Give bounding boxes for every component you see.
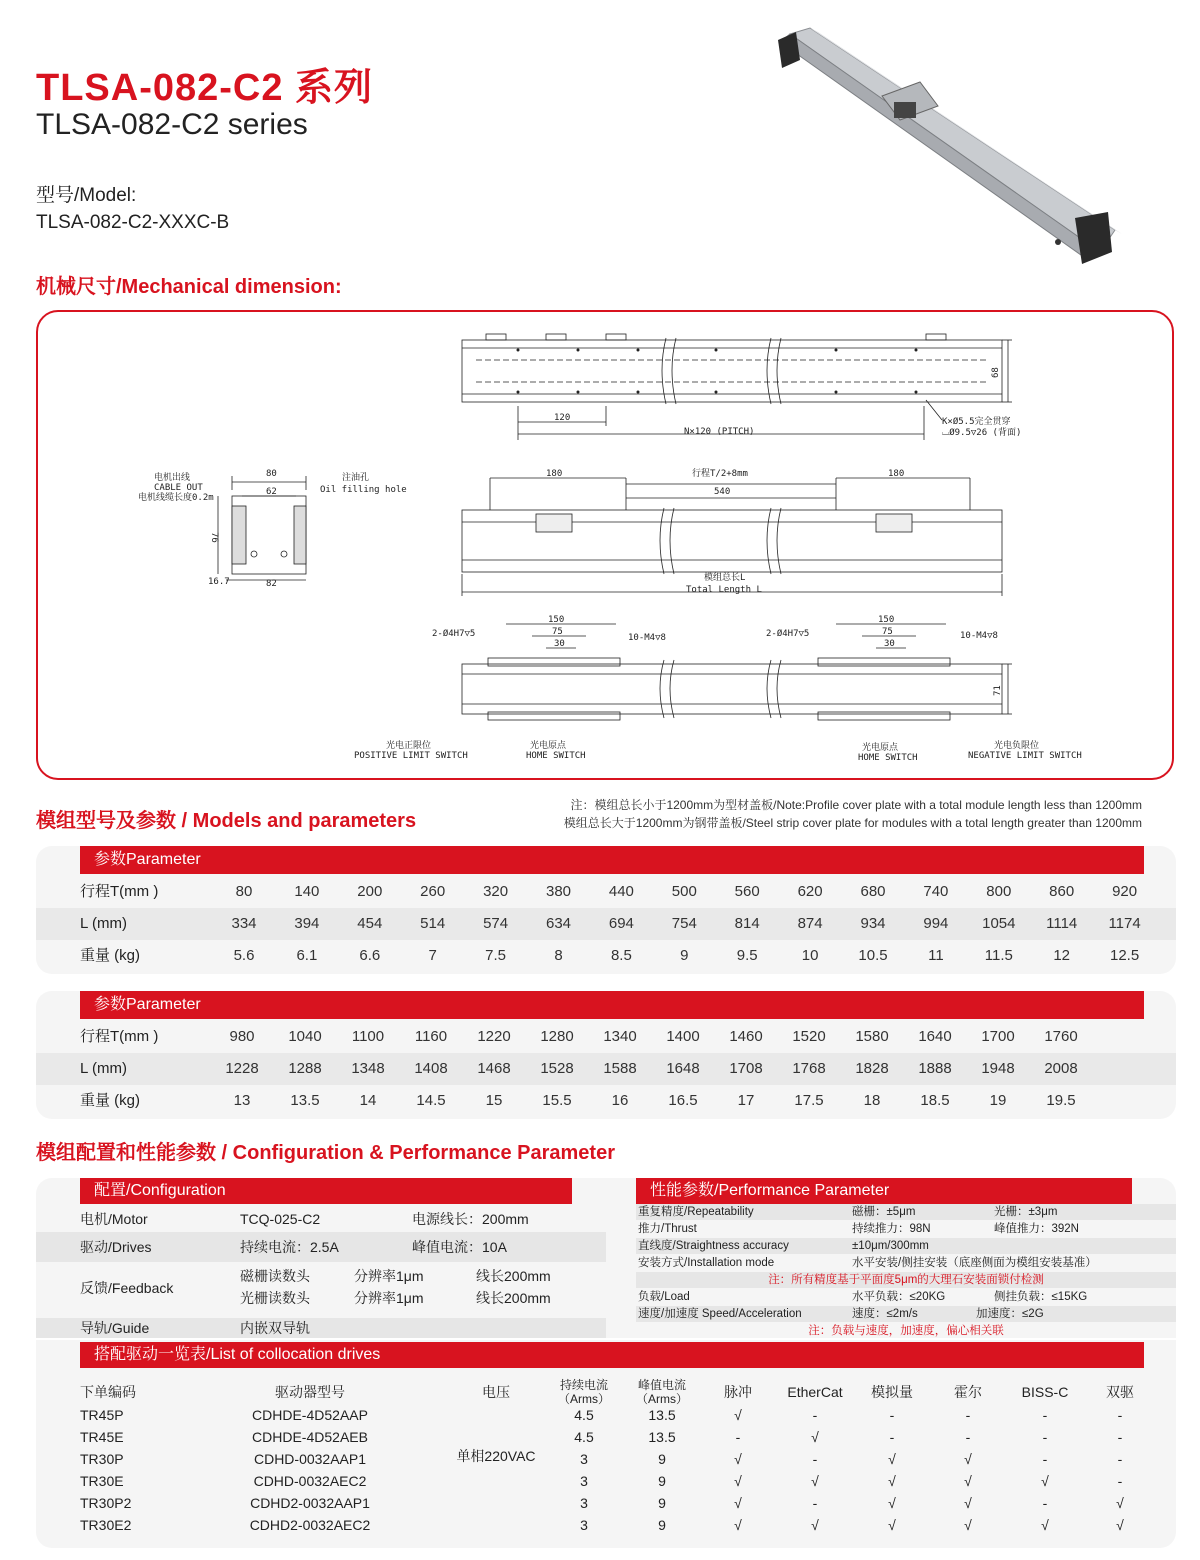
table-cell: 17 <box>737 1092 755 1109</box>
table-cell: 14.5 <box>416 1092 446 1109</box>
table-cell: 7.5 <box>485 947 507 964</box>
dim-80: 80 <box>266 469 277 479</box>
m4-spec-left: 10-M4▽8 <box>628 633 666 643</box>
total-length-cn: 模组总长L <box>704 573 746 583</box>
drive-analog: √ <box>888 1473 896 1489</box>
table-cell: 9.5 <box>736 947 758 964</box>
table-cell: 200 <box>357 883 383 900</box>
table-cell: 1288 <box>288 1060 322 1077</box>
dim-pitch: N×120 (PITCH) <box>684 427 755 437</box>
load-label: 负载/Load <box>638 1291 690 1303</box>
table-cell: 1160 <box>414 1028 448 1045</box>
table-row <box>36 1404 1176 1426</box>
dim-62: 62 <box>266 487 277 497</box>
total-length-en: Total Length L <box>686 585 762 595</box>
dim-82: 82 <box>266 579 277 589</box>
table-cell: 874 <box>797 915 823 932</box>
table-cell: 1588 <box>603 1060 637 1077</box>
dim-75-right: 75 <box>882 627 893 637</box>
dim-150-left: 150 <box>548 615 565 625</box>
fb1-res: 分辨率1μm <box>354 1268 424 1284</box>
table-cell: 15.5 <box>542 1092 572 1109</box>
rep-opt: 光栅：±3μm <box>994 1206 1058 1218</box>
table-row <box>36 1514 1176 1536</box>
table-cell: 1760 <box>1044 1028 1078 1045</box>
page-subtitle: TLSA-082-C2 series <box>36 108 308 141</box>
fb1-name: 磁栅读数头 <box>240 1268 310 1284</box>
table-cell: 1400 <box>666 1028 700 1045</box>
perf-row-install <box>636 1255 1176 1271</box>
pin-spec-right: 2-Ø4H7▽5 <box>766 629 810 639</box>
table-cell: 10 <box>801 947 819 964</box>
row-label: L (mm) <box>80 915 127 932</box>
drive-biss: - <box>1042 1429 1048 1445</box>
table-cell: 1340 <box>603 1028 637 1045</box>
dim-71: 71 <box>993 685 1003 696</box>
bottom-view <box>462 624 1012 720</box>
model-label: 型号/Model: <box>36 185 137 206</box>
home-switch-2-cn: 光电原点 <box>862 743 899 753</box>
perf-row-load <box>636 1289 1176 1305</box>
table-row <box>36 1470 1176 1492</box>
table-cell: 6.1 <box>296 947 318 964</box>
table-cell: 814 <box>734 915 760 932</box>
table-cell: 1114 <box>1046 915 1078 932</box>
drive-dual: - <box>1117 1451 1123 1467</box>
table-row <box>36 876 1176 908</box>
dim-180-left: 180 <box>546 469 563 479</box>
load-horizontal: 水平负载：≤20KG <box>852 1291 946 1303</box>
table-cell: 17.5 <box>794 1092 824 1109</box>
drive-peak: 9 <box>658 1451 666 1467</box>
positive-limit-en: POSITIVE LIMIT SWITCH <box>354 751 468 761</box>
drive-peak: 13.5 <box>648 1429 676 1445</box>
drive-dual: - <box>1117 1407 1123 1423</box>
drive-hall: √ <box>964 1517 972 1533</box>
drive-biss: - <box>1042 1407 1048 1423</box>
table-cell: 140 <box>294 883 320 900</box>
table-cell: 1520 <box>792 1028 826 1045</box>
drive-cont: 4.5 <box>574 1407 594 1423</box>
straight-label: 直线度/Straightness accuracy <box>638 1240 789 1252</box>
feedback-label: 反馈/Feedback <box>80 1280 174 1296</box>
dim-68: 68 <box>991 367 1001 378</box>
table-cell: 934 <box>860 915 886 932</box>
speed-label: 速度/加速度 Speed/Acceleration <box>638 1308 802 1320</box>
drive-hall: - <box>965 1429 971 1445</box>
table-cell: 500 <box>671 883 697 900</box>
rep-mag: 磁栅：±5μm <box>852 1206 916 1218</box>
table-cell: 7 <box>428 947 437 964</box>
drive-pulse: √ <box>734 1495 742 1511</box>
positive-limit-cn: 光电正限位 <box>386 741 432 751</box>
hdr-dual: 双驱 <box>1106 1384 1134 1400</box>
drive-peak: 9 <box>658 1517 666 1533</box>
drive-biss: √ <box>1041 1517 1049 1533</box>
drive-biss: - <box>1042 1451 1048 1467</box>
load-note: 注：负载与速度，加速度，偏心相关联 <box>808 1325 1004 1337</box>
table-cell: 16.5 <box>668 1092 698 1109</box>
table-cell: 9 <box>680 947 689 964</box>
table-cell: 560 <box>734 883 760 900</box>
table-cell: 1040 <box>288 1028 322 1045</box>
hdr-biss: BISS-C <box>1021 1384 1069 1400</box>
drive-model: CDHDE-4D52AEB <box>252 1429 368 1445</box>
table-cell: 514 <box>420 915 446 932</box>
hdr-voltage: 电压 <box>482 1384 510 1400</box>
table-cell: 1580 <box>855 1028 889 1045</box>
drive-pulse: √ <box>734 1517 742 1533</box>
drive-ethercat: √ <box>811 1473 819 1489</box>
drive-model: CDHD-0032AAP1 <box>253 1451 367 1467</box>
motor-cable: 电源线长：200mm <box>412 1211 529 1227</box>
models-heading: 模组型号及参数 / Models and parameters <box>36 810 417 832</box>
hdr-cont <box>552 1378 616 1406</box>
table-cell: 1468 <box>477 1060 511 1077</box>
table-cell: 634 <box>545 915 572 932</box>
table-cell: 11 <box>928 947 944 964</box>
hdr-hall: 霍尔 <box>954 1384 982 1400</box>
table-row <box>36 1021 1176 1053</box>
drive-peak: 9 <box>658 1473 666 1489</box>
table-cell: 19 <box>989 1092 1007 1109</box>
mechanical-drawing <box>36 310 1174 780</box>
drives-header: 搭配驱动一览表/List of collocation drives <box>80 1342 1144 1368</box>
product-image <box>770 20 1140 280</box>
drive-code: TR30P <box>80 1451 124 1467</box>
dim-75-left: 75 <box>552 627 563 637</box>
home-switch-1-en: HOME SWITCH <box>526 751 586 761</box>
perf-row-straightness <box>636 1238 1176 1254</box>
drive-pulse: √ <box>734 1407 742 1423</box>
table-cell: 80 <box>235 883 253 900</box>
drive-analog: √ <box>888 1517 896 1533</box>
table-cell: 11.5 <box>984 947 1013 964</box>
drive-hall: √ <box>964 1451 972 1467</box>
table-cell: 1280 <box>540 1028 574 1045</box>
params-table-2-header: 参数Parameter <box>80 991 1144 1019</box>
drive-peak: 9 <box>658 1495 666 1511</box>
config-heading: 模组配置和性能参数 / Configuration & Performance Parameter <box>36 1142 615 1164</box>
drives-panel <box>36 1340 1176 1548</box>
table-row <box>36 1426 1176 1448</box>
drive-cont: 3 <box>580 1451 588 1467</box>
drive-code: TR45P <box>80 1407 124 1423</box>
table-row <box>36 1053 1176 1085</box>
guide-label: 导轨/Guide <box>80 1320 150 1336</box>
hole-spec-2: ⌴Ø9.5▽26 (背面) <box>942 428 1022 438</box>
table-cell: 13 <box>233 1092 251 1109</box>
table-cell: 620 <box>797 883 823 900</box>
drive-biss: - <box>1042 1495 1048 1511</box>
table-cell: 10.5 <box>858 947 888 964</box>
drive-pulse: - <box>735 1429 741 1445</box>
table-cell: 440 <box>608 883 634 900</box>
performance-header: 性能参数/Performance Parameter <box>636 1178 1132 1204</box>
table-cell: 13.5 <box>290 1092 320 1109</box>
perf-row-load-note <box>636 1323 1176 1339</box>
perf-row-speed <box>636 1306 1176 1322</box>
dim-120: 120 <box>554 413 571 423</box>
dim-180-right: 180 <box>888 469 905 479</box>
page-title: TLSA-082-C2 系列 <box>36 67 374 109</box>
drive-code: TR30E2 <box>80 1517 132 1533</box>
hdr-model: 驱动器型号 <box>275 1384 345 1400</box>
dim-150-right: 150 <box>878 615 895 625</box>
params-table-1-header: 参数Parameter <box>80 846 1144 874</box>
row-label: 行程T(mm ) <box>80 1028 159 1045</box>
table-cell: 754 <box>671 915 697 932</box>
cable-length: 电机线缆长度0.2m <box>138 493 214 503</box>
load-side: 侧挂负载：≤15KG <box>994 1291 1088 1303</box>
row-label: L (mm) <box>80 1060 127 1077</box>
drive-model: CDHD2-0032AEC2 <box>249 1517 371 1533</box>
stroke-label: 行程T/2+8mm <box>692 469 748 479</box>
hdr-peak-1: 峰值电流 <box>637 1378 686 1392</box>
table-cell: 1408 <box>414 1060 448 1077</box>
dim-30-right: 30 <box>884 639 895 649</box>
table-cell: 980 <box>229 1028 255 1045</box>
drives-peak: 峰值电流：10A <box>412 1239 507 1255</box>
home-switch-1-cn: 光电原点 <box>530 741 567 751</box>
table-cell: 19.5 <box>1046 1092 1076 1109</box>
dim-16-7: 16.7 <box>208 577 230 587</box>
drive-biss: √ <box>1041 1473 1049 1489</box>
drive-cont: 3 <box>580 1495 588 1511</box>
fb1-len: 线长200mm <box>476 1268 551 1284</box>
params-table-2 <box>36 991 1176 1119</box>
voltage-value: 单相220VAC <box>456 1448 536 1464</box>
rep-label: 重复精度/Repeatability <box>638 1206 754 1218</box>
table-cell: 12.5 <box>1109 947 1140 964</box>
hdr-cont-1: 持续电流 <box>559 1378 608 1392</box>
table-cell: 1348 <box>351 1060 385 1077</box>
dim-30-left: 30 <box>554 639 565 649</box>
table-cell: 260 <box>420 883 446 900</box>
thrust-peak: 峰值推力：392N <box>994 1223 1079 1235</box>
table-cell: 2008 <box>1044 1060 1078 1077</box>
table-cell: 5.6 <box>233 947 255 964</box>
home-switch-2-en: HOME SWITCH <box>858 753 918 763</box>
hole-spec-1: K×Ø5.5完全贯穿 <box>942 417 1011 427</box>
drive-cont: 3 <box>580 1473 588 1489</box>
table-row <box>36 1492 1176 1514</box>
motor-label: 电机/Motor <box>80 1211 148 1227</box>
hdr-pulse: 脉冲 <box>724 1384 752 1400</box>
m4-spec-right: 10-M4▽8 <box>960 631 998 641</box>
table-cell: 574 <box>483 915 509 932</box>
fb2-len: 线长200mm <box>476 1290 551 1306</box>
negative-limit-en: NEGATIVE LIMIT SWITCH <box>968 751 1082 761</box>
drive-peak: 13.5 <box>648 1407 676 1423</box>
straight-value: ±10μm/300mm <box>852 1240 929 1252</box>
table-row <box>36 908 1176 940</box>
table-cell: 1460 <box>729 1028 763 1045</box>
table-cell: 1228 <box>225 1060 259 1077</box>
hdr-ethercat: EtherCat <box>787 1384 843 1400</box>
table-cell: 1700 <box>981 1028 1015 1045</box>
perf-row-thrust <box>636 1221 1176 1237</box>
drive-dual: √ <box>1116 1495 1124 1511</box>
drive-hall: - <box>965 1407 971 1423</box>
drive-hall: √ <box>964 1495 972 1511</box>
note-line-2: 模组总长大于1200mm为钢带盖板/Steel strip cover plate for modules with a total length greater than 1200mm <box>563 816 1142 830</box>
drive-code: TR30E <box>80 1473 124 1489</box>
table-cell: 1054 <box>982 915 1016 932</box>
drive-ethercat: - <box>812 1451 818 1467</box>
drive-ethercat: - <box>812 1495 818 1511</box>
drive-pulse: √ <box>734 1451 742 1467</box>
table-cell: 1174 <box>1108 915 1141 932</box>
cable-label-cn: 电机出线 <box>154 473 191 483</box>
drive-pulse: √ <box>734 1473 742 1489</box>
drive-model: CDHD2-0032AAP1 <box>250 1495 370 1511</box>
table-cell: 454 <box>357 915 383 932</box>
config-row-feedback <box>36 1262 606 1318</box>
table-cell: 1648 <box>666 1060 700 1077</box>
drive-model: CDHD-0032AEC2 <box>253 1473 367 1489</box>
drive-analog: √ <box>888 1495 896 1511</box>
table-cell: 680 <box>860 883 886 900</box>
table-cell: 8.5 <box>610 947 632 964</box>
table-cell: 694 <box>608 915 634 932</box>
row-label: 重量 (kg) <box>80 1092 141 1109</box>
table-cell: 6.6 <box>359 947 381 964</box>
drive-cont: 3 <box>580 1517 588 1533</box>
drive-cont: 4.5 <box>574 1429 594 1445</box>
mechanical-heading: 机械尺寸/Mechanical dimension: <box>36 276 342 298</box>
model-value: TLSA-082-C2-XXXC-B <box>36 212 230 233</box>
accel-value: 加速度：≤2G <box>976 1308 1044 1320</box>
install-value: 水平安装/侧挂安装（底座侧面为模组安装基准） <box>852 1257 1097 1269</box>
table-cell: 1708 <box>729 1060 763 1077</box>
table-cell: 1768 <box>792 1060 826 1077</box>
drive-ethercat: √ <box>811 1429 819 1445</box>
cable-label-en: CABLE OUT <box>154 483 203 493</box>
table-cell: 1828 <box>855 1060 889 1077</box>
drives-label: 驱动/Drives <box>80 1239 152 1255</box>
thrust-label: 推力/Thrust <box>638 1223 697 1235</box>
hdr-cont-2: （Arms） <box>558 1392 610 1406</box>
table-row <box>36 1448 1176 1470</box>
table-cell: 394 <box>294 915 320 932</box>
negative-limit-cn: 光电负限位 <box>994 741 1040 751</box>
table-cell: 18 <box>863 1092 881 1109</box>
motor-value: TCQ-025-C2 <box>240 1211 321 1227</box>
fb2-name: 光栅读数头 <box>240 1290 310 1306</box>
drive-dual: √ <box>1116 1517 1124 1533</box>
guide-value: 内嵌双导轨 <box>240 1320 310 1336</box>
drive-dual: - <box>1117 1429 1123 1445</box>
end-view <box>218 476 306 580</box>
table-cell: 1220 <box>477 1028 511 1045</box>
config-row-guide <box>36 1318 606 1338</box>
hdr-analog: 模拟量 <box>871 1384 913 1400</box>
table-cell: 1100 <box>351 1028 385 1045</box>
table-cell: 740 <box>923 883 949 900</box>
hdr-code: 下单编码 <box>80 1384 136 1400</box>
accuracy-note: 注：所有精度基于平面度5μm的大理石安装面锁付检测 <box>768 1274 1044 1286</box>
table-cell: 380 <box>545 883 572 900</box>
table-cell: 1948 <box>981 1060 1015 1077</box>
params-table-1 <box>36 846 1176 974</box>
table-cell: 994 <box>923 915 949 932</box>
dim-540: 540 <box>714 487 731 497</box>
table-cell: 16 <box>611 1092 629 1109</box>
table-cell: 15 <box>485 1092 503 1109</box>
table-cell: 8 <box>554 947 563 964</box>
perf-row-accuracy-note <box>636 1272 1176 1288</box>
pin-spec-left: 2-Ø4H7▽5 <box>432 629 476 639</box>
drive-analog: √ <box>888 1451 896 1467</box>
table-cell: 800 <box>986 883 1012 900</box>
table-cell: 1640 <box>918 1028 952 1045</box>
drive-analog: - <box>889 1429 895 1445</box>
note-line-1: 注：模组总长小于1200mm为型材盖板/Note:Profile cover plate with a total module length less than 1200mm <box>570 798 1142 812</box>
drive-dual: - <box>1117 1473 1123 1489</box>
drive-ethercat: √ <box>811 1517 819 1533</box>
install-label: 安装方式/Installation mode <box>638 1257 775 1269</box>
config-header: 配置/Configuration <box>80 1178 572 1204</box>
top-view <box>462 334 1012 440</box>
config-panel <box>36 1178 1176 1338</box>
table-cell: 334 <box>231 915 257 932</box>
oil-label-en: Oil filling hole <box>320 485 407 495</box>
hdr-peak-2: （Arms） <box>636 1392 688 1406</box>
drive-model: CDHDE-4D52AAP <box>252 1407 368 1423</box>
table-cell: 14 <box>359 1092 377 1109</box>
table-cell: 12 <box>1053 947 1071 964</box>
oil-label-cn: 注油孔 <box>342 473 370 483</box>
fb2-res: 分辨率1μm <box>354 1290 424 1306</box>
drive-analog: - <box>889 1407 895 1423</box>
drive-ethercat: - <box>812 1407 818 1423</box>
drive-code: TR45E <box>80 1429 124 1445</box>
drive-hall: √ <box>964 1473 972 1489</box>
table-cell: 1528 <box>540 1060 574 1077</box>
table-cell: 320 <box>483 883 509 900</box>
perf-row-repeatability <box>636 1204 1176 1220</box>
table-row <box>36 1085 1176 1117</box>
row-label: 行程T(mm ) <box>80 883 159 900</box>
drives-cont: 持续电流：2.5A <box>240 1239 339 1255</box>
table-cell: 1888 <box>918 1060 952 1077</box>
config-row-motor <box>36 1206 606 1232</box>
config-row-drives <box>36 1232 606 1262</box>
table-cell: 920 <box>1112 883 1138 900</box>
drive-code: TR30P2 <box>80 1495 132 1511</box>
table-cell: 18.5 <box>920 1092 950 1109</box>
hdr-peak <box>630 1378 694 1406</box>
table-row <box>36 940 1176 972</box>
table-cell: 860 <box>1049 883 1075 900</box>
thrust-cont: 持续推力：98N <box>852 1223 931 1235</box>
speed-value: 速度：≤2m/s <box>852 1308 918 1320</box>
row-label: 重量 (kg) <box>80 947 141 964</box>
dim-76: 76 <box>209 532 219 543</box>
